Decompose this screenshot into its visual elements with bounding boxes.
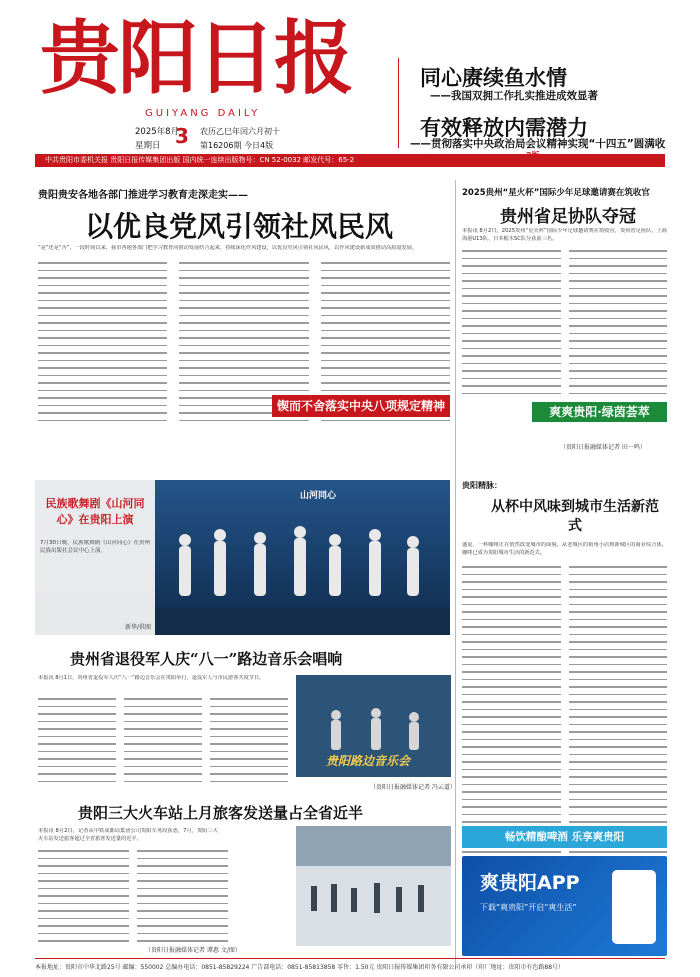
station-floor xyxy=(296,866,451,946)
jingcai-body: 盛夏，一杯咖啡正在悄然改变城市的面貌。从老城区的街角小店到新城区的商业综合体，咖啡已成为贵阳城市生活的新范式。 xyxy=(462,542,667,556)
dancer-head xyxy=(329,534,341,546)
lead-kicker: 贵阳贵安各地各部门推进学习教育走深走实—— xyxy=(38,190,248,201)
passenger xyxy=(418,885,424,912)
info-bar: 中共贵阳市委机关报 贵阳日报传媒集团出版 国内统一连续出版物号：CN 52-0032 邮发代号：65-2 xyxy=(35,154,665,167)
stage-floor xyxy=(155,608,450,635)
music-body: 本报讯 8月1日，贵州省退役军人庆“八一”路边音乐会在贵阳举行，退役军人与市民游客共度节日。 xyxy=(38,675,265,681)
passenger xyxy=(311,886,317,911)
masthead-divider xyxy=(398,58,399,148)
dancer-body xyxy=(254,544,266,596)
performer-head xyxy=(331,710,341,720)
app-ad-sub: 下载“爽贵阳”开启“爽生活” xyxy=(480,903,577,912)
rail-body: 本报讯 8月2日，记者从中铁成都局集团公司贵阳车务段获悉，7月，贵阳三大火车站发送旅客超过全省旅客发送量的近半。 xyxy=(38,828,218,842)
jingcai-tag: 贵阳精脉： xyxy=(462,481,502,490)
music-col-3 xyxy=(210,698,288,782)
promo-2-sub: ——贯彻落实中央政治局会议精神实现“十四五”圆满收 xyxy=(410,138,666,150)
dancer-head xyxy=(214,529,226,541)
promo-1-title[interactable]: 同心赓续鱼水情 xyxy=(420,65,567,90)
performer-head xyxy=(371,708,381,718)
lead-body: “是”还是“否”，一段时间以来，我市各地各部门把学习教育同推动发展结合起来，持续深化作风建设，以优良党风引领社风民风，以作风建设新成效推动高质量发展。 xyxy=(38,245,418,251)
dancer-head xyxy=(407,536,419,548)
right-headline[interactable]: 贵州省足协队夺冠 xyxy=(500,207,636,227)
rail-headline[interactable]: 贵阳三大火车站上月旅客发送量占全省近半 xyxy=(78,804,364,822)
dancer-head xyxy=(369,529,381,541)
dancer-body xyxy=(179,546,191,596)
lunar-date: 农历乙巳年闰六月初十 xyxy=(200,127,280,136)
station-ceiling xyxy=(296,826,451,866)
photo-caption: 7月30日晚，民族歌舞剧《山河同心》在贵州民族出版社会议中心上演。 xyxy=(40,540,150,554)
music-headline[interactable]: 贵州省退役军人庆“八一”路边音乐会唱响 xyxy=(70,650,343,668)
phone-icon xyxy=(612,870,656,944)
photo-credit: 新华/供图 xyxy=(125,624,152,631)
dancer-body xyxy=(214,541,226,596)
date: 2025年8月 xyxy=(135,127,180,137)
promo-1-sub: ——我国双拥工作扎实推进成效显著 xyxy=(430,90,598,102)
passenger xyxy=(331,884,337,912)
dancer-body xyxy=(329,546,341,596)
rail-text-columns xyxy=(38,850,228,942)
rail-credit: （贵阳日报融媒体记者 谭惠 文/图） xyxy=(145,947,241,954)
issue-info: 第16206期 今日4版 xyxy=(200,141,274,150)
lead-headline[interactable]: 以优良党风引领社风民风 xyxy=(85,210,394,243)
dancer-head xyxy=(179,534,191,546)
promo-2-title[interactable]: 有效释放内需潜力 xyxy=(420,115,588,140)
right-body: 本报讯 8月2日，2025贵州“星火杯”国际少年足球邀请赛在筑收官，贵州省足协队、上海海港U13队、日本栃木SC队分获前三名。 xyxy=(462,228,667,242)
photo-title[interactable]: 民族歌舞剧《山河同心》在贵阳上演 xyxy=(45,497,145,526)
right-kicker: 2025贵州“星火杯”国际少年足球邀请赛在筑收官 xyxy=(462,188,650,198)
passenger xyxy=(396,887,402,912)
masthead-pinyin: GUIYANG DAILY xyxy=(145,108,261,119)
performer-body xyxy=(409,722,419,750)
app-ad[interactable] xyxy=(462,856,667,956)
jingcai-headline[interactable]: 从杯中风味到城市生活新范式 xyxy=(491,499,659,534)
day-number: 3 xyxy=(175,124,189,148)
right-col-1 xyxy=(462,250,561,394)
right-col-2 xyxy=(569,250,668,394)
dancer-head xyxy=(294,526,306,538)
footer: 本报地址：贵阳市中华北路25号 邮编：550002 总编办电话：0851-85829224 广告部电话：0851-85813858 零售：1.50元 贵阳日报传媒集团印务有限公司承印（印厂地址：贵阳市有色路88号） xyxy=(35,964,565,971)
rail-col-2 xyxy=(137,850,228,942)
rail-col-1 xyxy=(38,850,129,942)
lunar-info xyxy=(200,125,280,153)
weekday: 星期日 xyxy=(135,141,161,151)
music-text-columns xyxy=(38,698,288,782)
right-text-columns xyxy=(462,250,667,394)
dancer-body xyxy=(407,548,419,596)
right-credit: （贵阳日报融媒体记者 田一鸣） xyxy=(560,444,646,451)
rail-photo-svg xyxy=(296,826,451,946)
passenger xyxy=(374,883,380,913)
stage-text: 山河同心 xyxy=(300,491,337,501)
masthead-title: 贵阳日报 xyxy=(40,11,352,105)
lead-col-1 xyxy=(38,262,167,421)
column-divider xyxy=(455,180,456,970)
dancer-body xyxy=(294,538,306,596)
music-badge: 贵阳路边音乐会 xyxy=(326,754,411,768)
rail-photo xyxy=(296,826,451,946)
lead-banner: 锲而不舍落实中央八项规定精神 xyxy=(272,395,450,417)
dancer-head xyxy=(254,532,266,544)
app-ad-title: 爽贵阳APP xyxy=(480,872,580,894)
date-block xyxy=(135,125,179,153)
beer-ad-banner[interactable]: 畅饮精酿啤酒 乐享爽贵阳 xyxy=(462,826,667,848)
passenger xyxy=(351,888,357,912)
performer-body xyxy=(371,718,381,750)
music-col-1 xyxy=(38,698,116,782)
dancer-body xyxy=(369,541,381,596)
right-banner: 爽爽贵阳·绿茵荟萃 xyxy=(532,402,667,422)
performer-body xyxy=(331,720,341,750)
performer-head xyxy=(409,712,419,722)
footer-rule xyxy=(35,958,665,959)
music-col-2 xyxy=(124,698,202,782)
music-credit: （贵阳日报融媒体记者 冯云道） xyxy=(370,784,456,791)
